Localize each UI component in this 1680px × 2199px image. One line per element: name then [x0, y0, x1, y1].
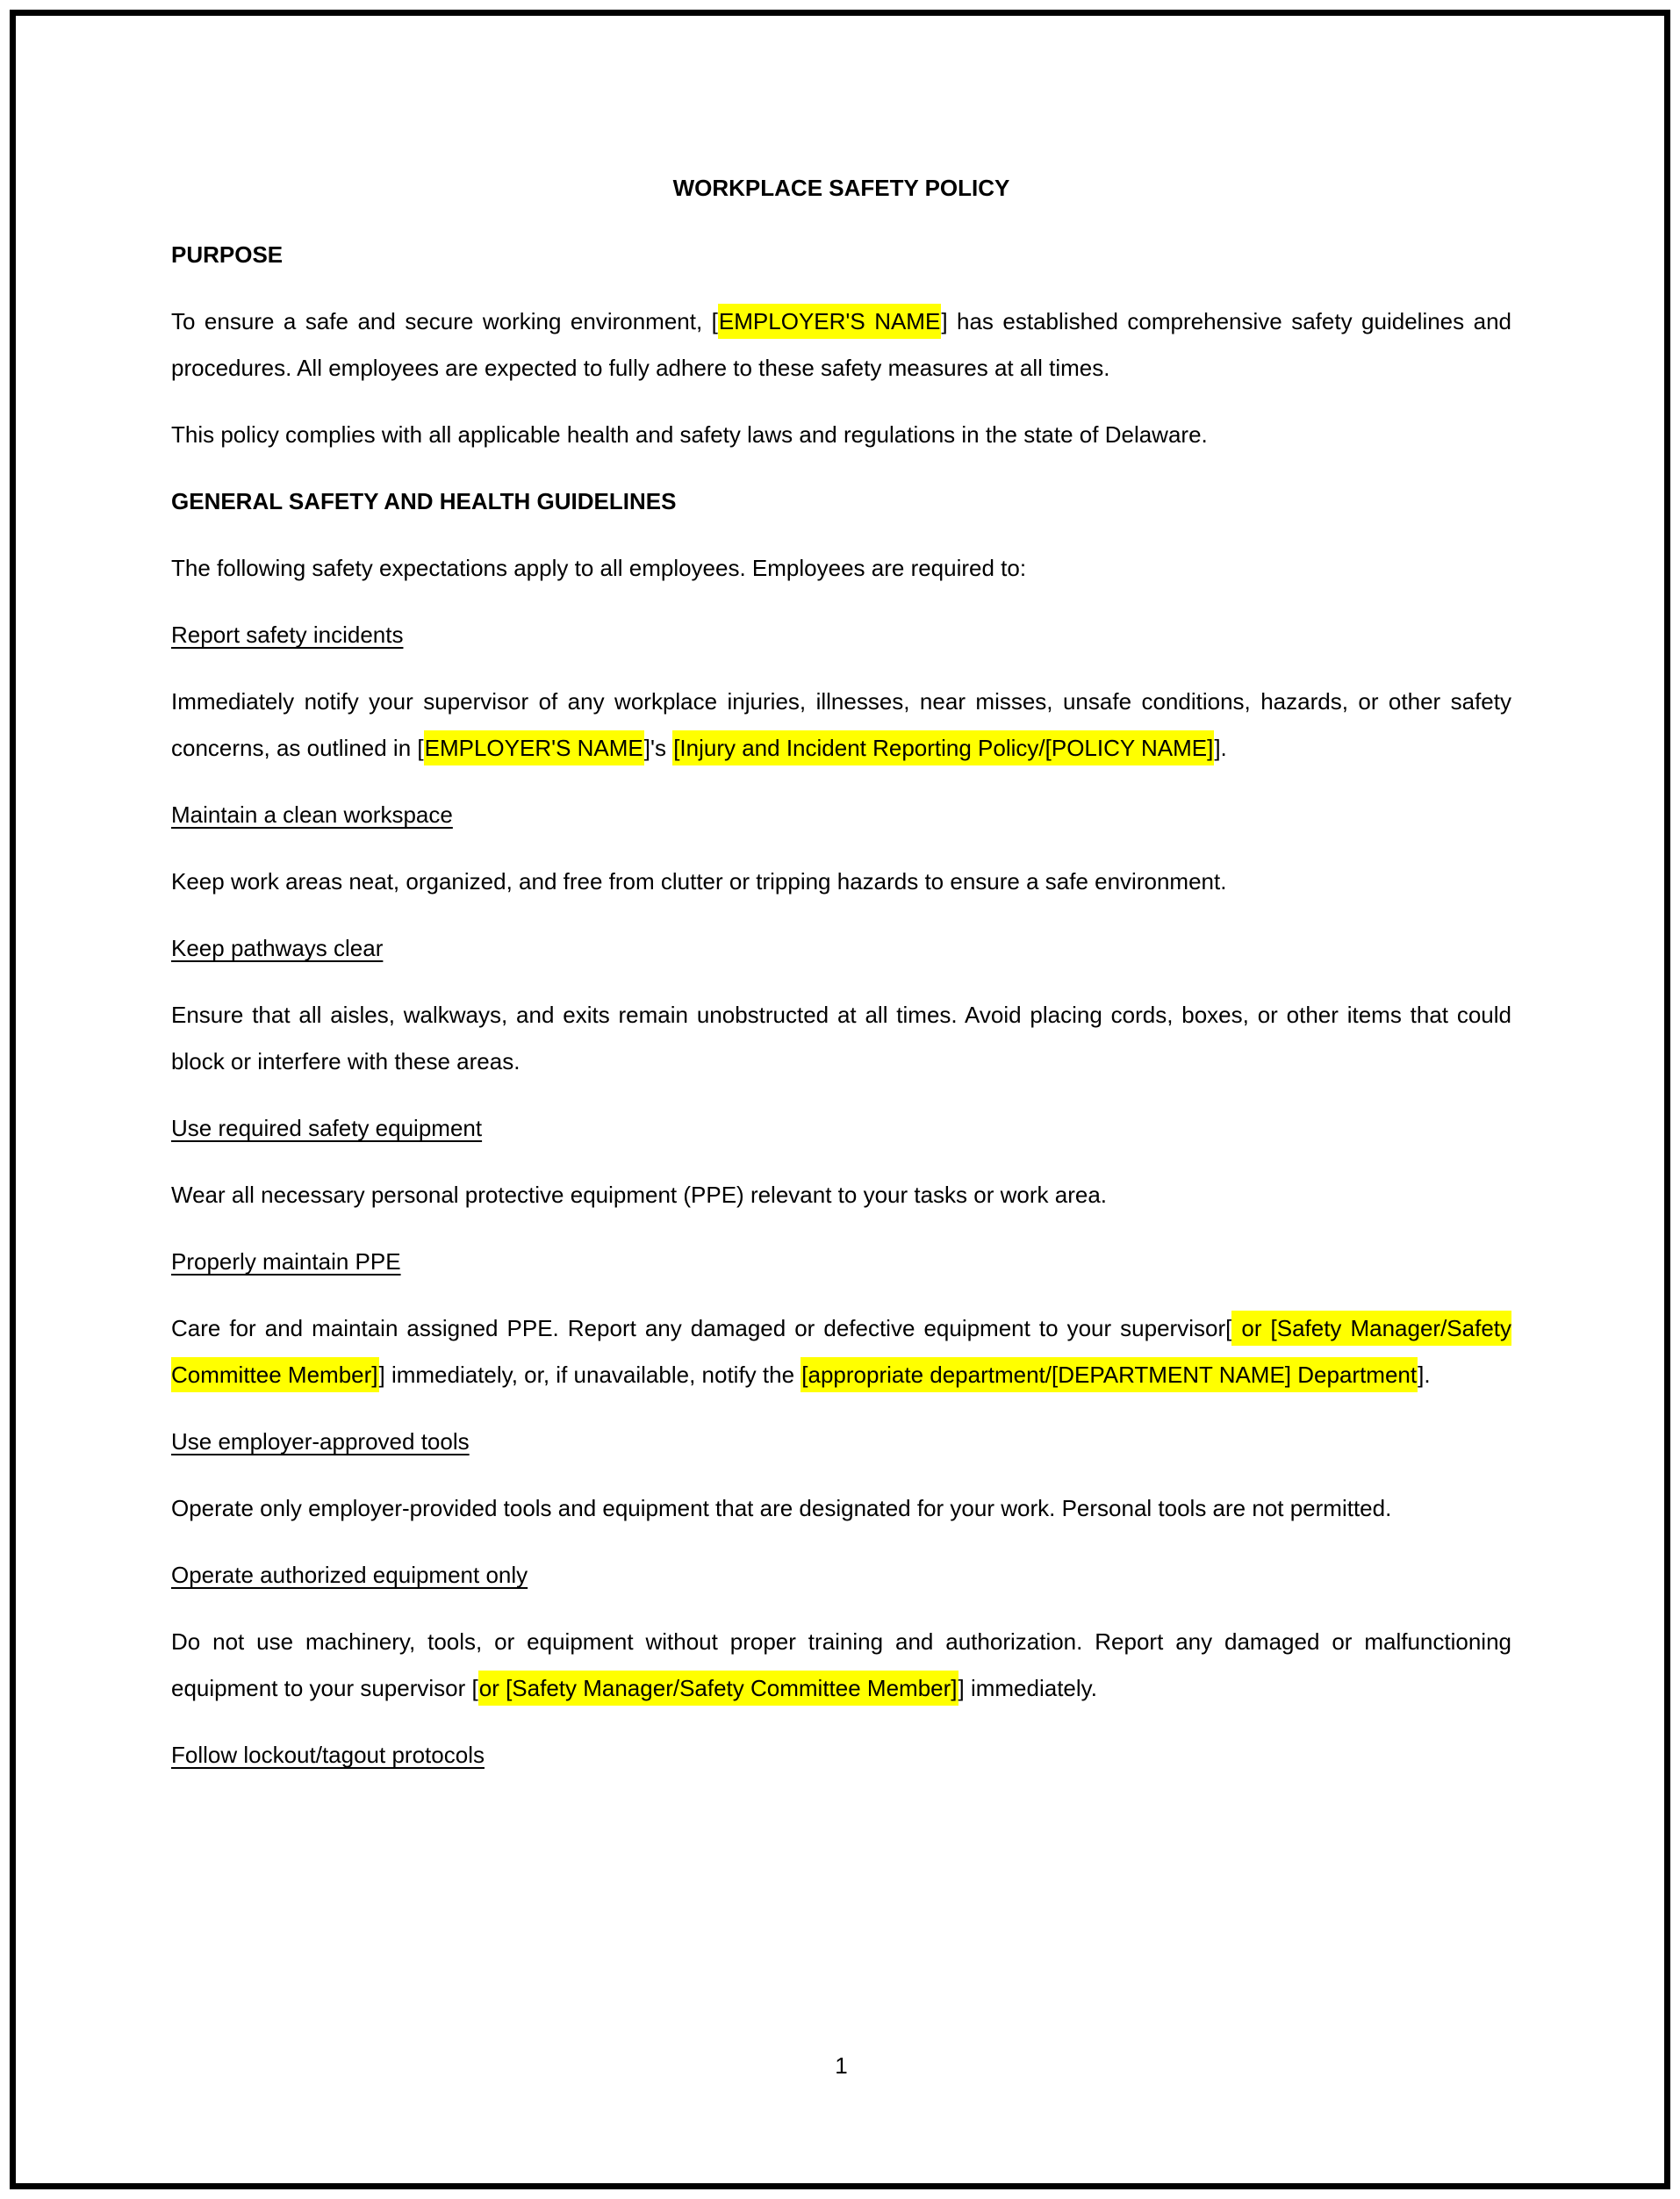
subsection-heading: Follow lockout/tagout protocols	[171, 1742, 485, 1768]
text-run: ].	[1214, 735, 1227, 761]
subsection-heading: Use employer-approved tools	[171, 1428, 470, 1455]
text-run: Ensure that all aisles, walkways, and exits remain unobstructed at all times. Avoid placing cords, boxes, or other items that could block or interfere with these areas.	[171, 1002, 1511, 1074]
text-run: Do not use machinery, tools, or equipment without proper training and authorization. Report any damaged or malfunctioning equipment to your supervisor [	[171, 1628, 1511, 1701]
paragraph	[171, 1485, 1511, 1532]
subsection-heading: Properly maintain PPE	[171, 1248, 401, 1275]
text-run: Wear all necessary personal protective equipment (PPE) relevant to your tasks or work area.	[171, 1182, 1107, 1208]
paragraph	[171, 859, 1511, 905]
document-title: WORKPLACE SAFETY POLICY	[672, 175, 1010, 201]
text-run: ]'s	[643, 735, 673, 761]
paragraph	[171, 1619, 1511, 1712]
paragraph	[171, 679, 1511, 772]
text-run: ] immediately, or, if unavailable, notify the	[378, 1362, 801, 1388]
text-run: Immediately notify your supervisor of any workplace injuries, illnesses, near misses, unsafe conditions, hazards, or other safety concerns, as outlined in [	[171, 688, 1511, 761]
text-run: Keep work areas neat, organized, and free from clutter or tripping hazards to ensure a safe environment.	[171, 868, 1227, 895]
highlighted-text: or [Safety Manager/Safety Committee Member]	[171, 1311, 1511, 1392]
paragraph	[171, 298, 1511, 392]
highlighted-text: [appropriate department/[DEPARTMENT NAME] Department	[801, 1357, 1418, 1392]
subsection-heading: Use required safety equipment	[171, 1115, 483, 1141]
highlighted-text: EMPLOYER'S NAME	[718, 304, 941, 339]
text-run: Care for and maintain assigned PPE. Report any damaged or defective equipment to your supervisor[	[171, 1315, 1232, 1341]
paragraph	[171, 545, 1511, 592]
subsection-heading: Operate authorized equipment only	[171, 1562, 528, 1588]
paragraph	[171, 1305, 1511, 1398]
highlighted-text: or [Safety Manager/Safety Committee Member]	[478, 1671, 958, 1706]
section-heading: GENERAL SAFETY AND HEALTH GUIDELINES	[171, 488, 677, 514]
highlighted-text: [Injury and Incident Reporting Policy/[POLICY NAME]	[672, 730, 1214, 765]
text-run: ] has established comprehensive safety guidelines and procedures. All employees are expected to fully adhere to these safety measures at all times.	[171, 308, 1512, 381]
subsection-heading: Report safety incidents	[171, 622, 404, 648]
paragraph	[171, 412, 1511, 458]
section-heading: PURPOSE	[171, 241, 284, 268]
highlighted-text: EMPLOYER'S NAME	[424, 730, 644, 765]
text-run: This policy complies with all applicable health and safety laws and regulations in the state of Delaware.	[171, 421, 1208, 448]
text-run: Operate only employer-provided tools and equipment that are designated for your work. Personal tools are not permitted.	[171, 1495, 1392, 1521]
document-content	[171, 165, 1511, 1799]
text-run: ] immediately.	[958, 1675, 1097, 1701]
subsection-heading: Maintain a clean workspace	[171, 801, 453, 828]
subsection-heading: Keep pathways clear	[171, 935, 384, 961]
paragraph	[171, 1172, 1511, 1218]
document-body	[171, 232, 1511, 1779]
text-run: To ensure a safe and secure working environment, [	[171, 308, 718, 334]
text-run: ].	[1418, 1362, 1431, 1388]
text-run: The following safety expectations apply to all employees. Employees are required to:	[171, 555, 1027, 581]
paragraph	[171, 992, 1511, 1085]
page-number: 1	[835, 2052, 848, 2079]
